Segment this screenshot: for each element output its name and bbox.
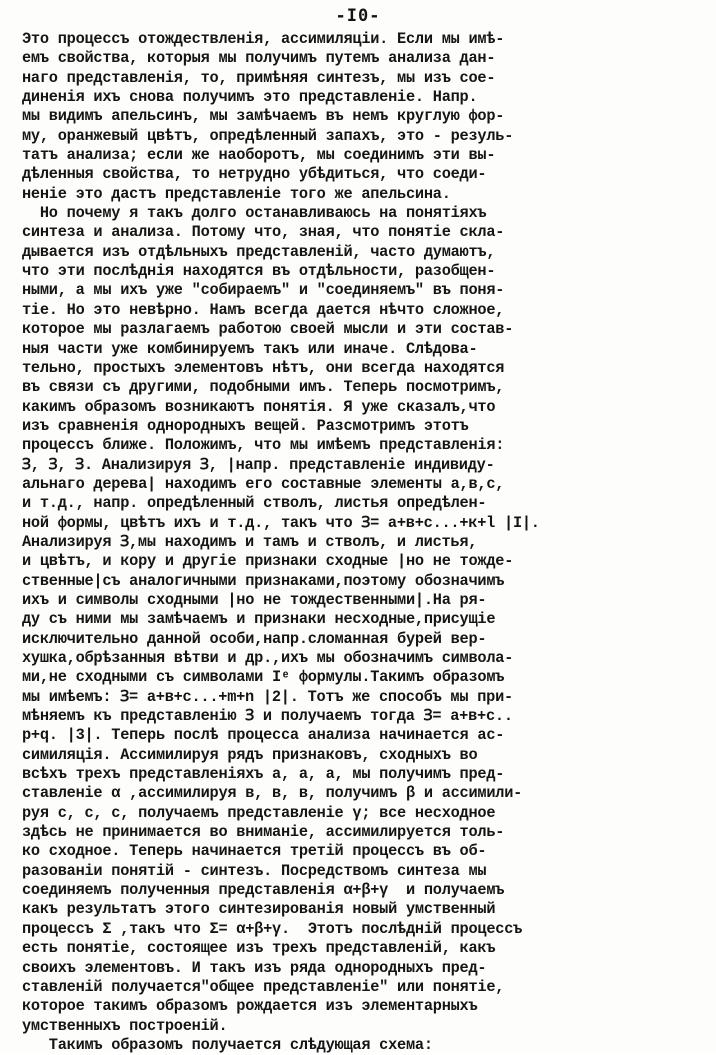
text-line: что эти послѣднія находятся въ отдѣльности, разобщен- bbox=[22, 262, 496, 281]
text-line: процессъ Σ ,такъ что Σ= α+β+γ. Этотъ послѣдній процессъ bbox=[22, 919, 523, 938]
text-line: Ɜ, Ɜ, Ɜ. Анализируя Ɜ, |напр. представленіе индивиду- bbox=[22, 455, 495, 474]
text-line: симиляція. Ассимилируя рядъ признаковъ, сходныхъ во bbox=[22, 745, 478, 764]
text-line: ставленіе α ,ассимилируя в, в, в, получимъ β и ассимили- bbox=[22, 784, 523, 803]
text-line: тіе. Но это невѣрно. Намъ всегда дается нѣчто сложное, bbox=[22, 300, 505, 319]
text-line: ственные|съ аналогичными признаками,поэтому обозначимъ bbox=[22, 571, 505, 590]
text-line: которое мы разлагаемъ работою своей мысли и эти состав- bbox=[22, 320, 514, 339]
text-line: Такимъ образомъ получается слѣдующая схема: bbox=[22, 1035, 433, 1054]
text-line: изъ сравненія однородныхъ вещей. Разсмотримъ этотъ bbox=[22, 416, 469, 435]
text-line: ставленій получается"общее представленіе" или понятіе, bbox=[22, 977, 505, 996]
text-line: здѣсь не принимается во вниманіе, ассимилируется толь- bbox=[22, 823, 505, 842]
body-text bbox=[22, 30, 702, 1055]
text-line: мы видимъ апельсинъ, мы замѣчаемъ въ немъ круглую фор- bbox=[22, 107, 505, 126]
text-line: дывается изъ отдѣльныхъ представленій, часто думаютъ, bbox=[22, 242, 496, 261]
text-line: неніе это дастъ представленіе того же апельсина. bbox=[22, 184, 451, 203]
text-line: Анализируя Ɜ,мы находимъ и тамъ и стволъ, и листья, bbox=[22, 532, 478, 551]
text-line: альнаго дерева| находимъ его составные элементы а,в,с, bbox=[22, 474, 505, 493]
text-line: всѣхъ трехъ представленіяхъ а, а, а, мы получимъ пред- bbox=[22, 765, 505, 784]
text-line: ныя части уже комбинируемъ такъ или иначе. Слѣдова- bbox=[22, 339, 478, 358]
text-line: ми,не сходными съ символами Iᵉ формулы.Такимъ образомъ bbox=[22, 668, 505, 687]
text-line: соединяемъ полученныя представленія α+β+γ и получаемъ bbox=[22, 881, 505, 900]
text-line: руя с, с, с, получаемъ представленіе γ; все несходное bbox=[22, 803, 496, 822]
text-line: которое такимъ образомъ рождается изъ элементарныхъ bbox=[22, 997, 478, 1016]
text-line: ной формы, цвѣтъ ихъ и т.д., такъ что Ɜ= а+в+с...+к+l |I|. bbox=[22, 513, 540, 532]
text-line: ко сходное. Теперь начинается третій процессъ въ об- bbox=[22, 842, 487, 861]
text-line: наго представленія, то, примѣняя синтезъ, мы изъ сое- bbox=[22, 68, 496, 87]
text-line: Это процессъ отождествленія, ассимиляціи. Если мы имѣ- bbox=[22, 30, 505, 48]
text-line: р+q. |3|. Теперь послѣ процесса анализа начинается ас- bbox=[22, 726, 505, 745]
text-line: разованіи понятій - синтезъ. Посредствомъ синтеза мы bbox=[22, 861, 487, 880]
text-line: татъ анализа; если же наоборотъ, мы соединимъ эти вы- bbox=[22, 146, 496, 165]
text-line: му, оранжевый цвѣтъ, опредѣленный запахъ, это - резуль- bbox=[22, 126, 514, 145]
text-line: и т.д., напр. опредѣленный стволъ, листья опредѣлен- bbox=[22, 494, 487, 513]
text-line: и цвѣтъ, и кору и другіе признаки сходные |но не тожде- bbox=[22, 552, 514, 571]
text-line: ду съ ними мы замѣчаемъ и признаки несходные,присущіе bbox=[22, 610, 496, 629]
text-line: дѣленныя свойства, то нетрудно убѣдиться, что соеди- bbox=[22, 165, 487, 184]
text-line: какимъ образомъ возникаютъ понятія. Я уже сказалъ,что bbox=[22, 397, 496, 416]
text-line: мы имѣемъ: Ɜ= а+в+с...+m+n |2|. Тотъ же способъ мы при- bbox=[22, 687, 513, 706]
page-number: -I0- bbox=[335, 6, 381, 26]
text-line: диненія ихъ снова получимъ это представленіе. Напр. bbox=[22, 88, 478, 107]
text-line: емъ свойства, которыя мы получимъ путемъ анализа дан- bbox=[22, 49, 496, 68]
text-line: своихъ элементовъ. И такъ изъ ряда однородныхъ пред- bbox=[22, 958, 487, 977]
text-line: тельно, простыхъ элементовъ нѣтъ, они всегда находятся bbox=[22, 358, 505, 377]
text-line: исключительно данной особи,напр.сломанная бурей вер- bbox=[22, 629, 487, 648]
text-line: процессъ ближе. Положимъ, что мы имѣемъ представленія: bbox=[22, 436, 505, 455]
text-line: синтеза и анализа. Потому что, зная, что понятіе скла- bbox=[22, 223, 505, 242]
text-line: ными, а мы ихъ уже "собираемъ" и "соединяемъ" въ поня- bbox=[22, 281, 505, 300]
text-line: хушка,обрѣзанныя вѣтви и др.,ихъ мы обозначимъ символа- bbox=[22, 649, 514, 667]
text-line: умственныхъ построеній. bbox=[22, 1016, 228, 1035]
text-line: есть понятіе, состоящее изъ трехъ представленій, какъ bbox=[22, 939, 496, 958]
text-line: какъ результатъ этого синтезированія новый умственный bbox=[22, 900, 496, 919]
text-line: въ связи съ другими, подобными имъ. Теперь посмотримъ, bbox=[22, 378, 505, 397]
text-line: Но почему я такъ долго останавливаюсь на понятіяхъ bbox=[22, 204, 487, 223]
text-line: ихъ и символы сходными |но не тождественными|.На ря- bbox=[22, 590, 487, 609]
text-line: мѣняемъ къ представленію Ɜ и получаемъ тогда Ɜ= а+в+с.. bbox=[22, 707, 513, 726]
